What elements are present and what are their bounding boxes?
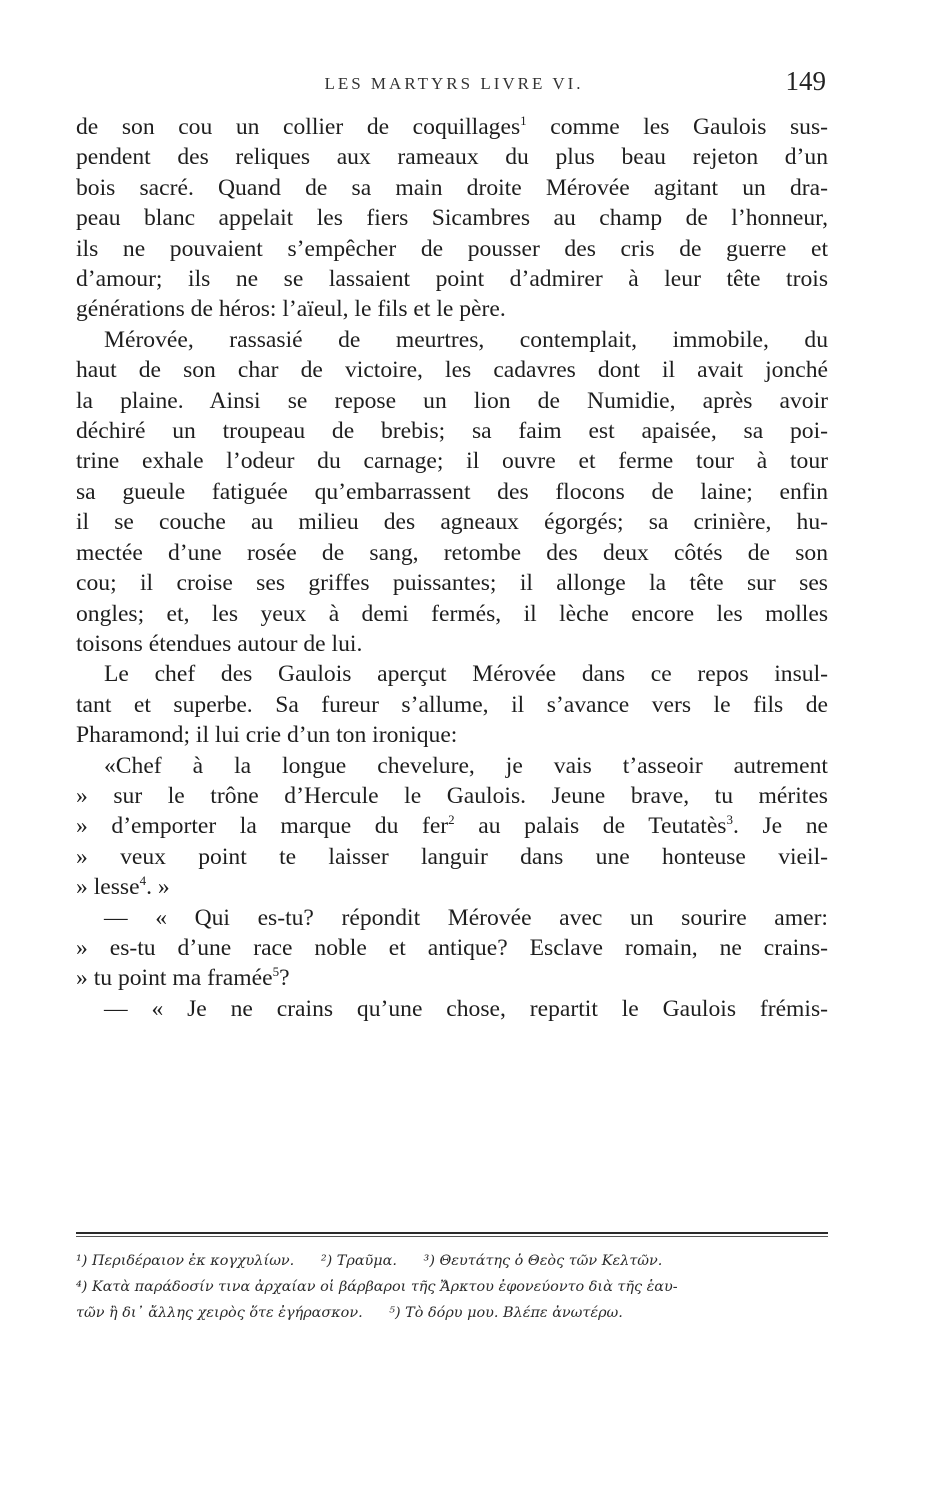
text-line: d’amour; ils ne se lassaient point d’admirer à leur tête trois	[76, 266, 828, 293]
footnote-rule-thin	[76, 1236, 828, 1237]
text-line: bois sacré. Quand de sa main droite Mérovée agitant un dra-	[76, 174, 828, 201]
page-number: 149	[785, 66, 826, 96]
main-text	[76, 112, 828, 1024]
page-header	[78, 62, 830, 102]
footnote-line	[76, 1300, 836, 1326]
text-line: » veux point te laisser languir dans une honteuse vieil-	[76, 843, 828, 870]
footnote-ref: 2	[448, 812, 455, 828]
footnote-ref: 3	[726, 812, 733, 828]
footnotes	[76, 1248, 836, 1326]
footnote-line	[76, 1248, 836, 1274]
footnote-ref: 1	[520, 113, 527, 129]
footnote-4-line-1: ⁴) Κατὰ παράδοσίν τινα ἀρχαίαν οἱ βάρβαροι τῆς Ἄρκτου ἐφονεύοντο διὰ τῆς ἑαυ-	[76, 1279, 678, 1295]
text-line: » sur le trône d’Hercule le Gaulois. Jeune brave, tu mérites	[76, 782, 828, 809]
text-line: déchiré un troupeau de brebis; sa faim est apaisée, sa poi-	[76, 418, 828, 445]
text-line: ils ne pouvaient s’empêcher de pousser des cris de guerre et	[76, 235, 828, 262]
text-line: générations de héros: l’aïeul, le fils et le père.	[76, 296, 506, 323]
text-line: haut de son char de victoire, les cadavres dont il avait jonché	[76, 357, 828, 384]
footnote-rule	[76, 1232, 828, 1234]
text-line: trine exhale l’odeur du carnage; il ouvre et ferme tour à tour	[76, 448, 828, 475]
paragraph-2	[76, 325, 828, 659]
footnote-ref: 5	[272, 964, 280, 980]
text-line: tant et superbe. Sa fureur s’allume, il s’avance vers le fils de	[76, 691, 828, 718]
text-line: sa gueule fatiguée qu’embarrassent des flocons de laine; enfin	[76, 478, 828, 505]
text-line: Mérovée, rassasié de meurtres, contemplait, immobile, du	[104, 326, 828, 353]
paragraph-1	[76, 112, 828, 325]
text-line: » lesse$^4$. »	[76, 873, 170, 901]
paragraph-reply	[76, 903, 828, 994]
text-line: — « Qui es-tu? répondit Mérovée avec un sourire amer:	[104, 904, 828, 931]
paragraph-last	[76, 994, 828, 1024]
running-title: LES MARTYRS LIVRE VI.	[324, 74, 584, 93]
footnote-ref: 4	[139, 873, 147, 889]
text-line: cou; il croise ses griffes puissantes; il allonge la tête sur ses	[76, 570, 828, 597]
text-line: la plaine. Ainsi se repose un lion de Numidie, après avoir	[76, 387, 828, 414]
text-line: mectée d’une rosée de sang, retombe des deux côtés de son	[76, 539, 828, 566]
text-line: il se couche au milieu des agneaux égorgés; sa crinière, hu-	[76, 509, 828, 536]
footnote-2: ²) Τραῦμα.	[320, 1253, 397, 1269]
paragraph-speech	[76, 751, 828, 903]
text-line: pendent des reliques aux rameaux du plus beau rejeton d’un	[76, 144, 828, 171]
text-line: — « Je ne crains qu’une chose, repartit le Gaulois frémis-	[104, 995, 828, 1022]
text-line: toisons étendues autour de lui.	[76, 630, 363, 657]
footnote-4-line-2: τῶν ἢ δι᾽ ἄλλης χειρὸς ὅτε ἐγήρασκον.	[76, 1305, 363, 1321]
text-line: «Chef à la longue chevelure, je vais t’asseoir autrement	[104, 752, 828, 779]
text-line: ongles; et, les yeux à demi fermés, il lèche encore les molles	[76, 600, 828, 627]
text-line: » tu point ma framée$^5$?	[76, 964, 290, 992]
paragraph-3	[76, 659, 828, 750]
text-line: peau blanc appelait les fiers Sicambres au champ de l’honneur,	[76, 205, 828, 232]
text-line: Le chef des Gaulois aperçut Mérovée dans ce repos insul-	[104, 661, 828, 688]
text-line: » es-tu d’une race noble et antique? Esclave romain, ne crains-	[76, 934, 828, 961]
footnote-5: ⁵) Τὸ δόρυ μου. Βλέπε ἀνωτέρω.	[389, 1305, 623, 1321]
text-line: de son cou un collier de coquillages$^1$ comme les Gaulois sus-	[76, 113, 829, 140]
text-line: » d’emporter la marque du fer$^2$ au palais de Teutatès$^3$. Je ne	[76, 812, 829, 840]
footnote-3: ³) Θευτάτης ὁ Θεὸς τῶν Κελτῶν.	[423, 1253, 663, 1269]
text-line: Pharamond; il lui crie d’un ton ironique:	[76, 722, 458, 749]
footnote-1: ¹) Περιδέραιον ἐκ κογχυλίων.	[76, 1253, 295, 1269]
